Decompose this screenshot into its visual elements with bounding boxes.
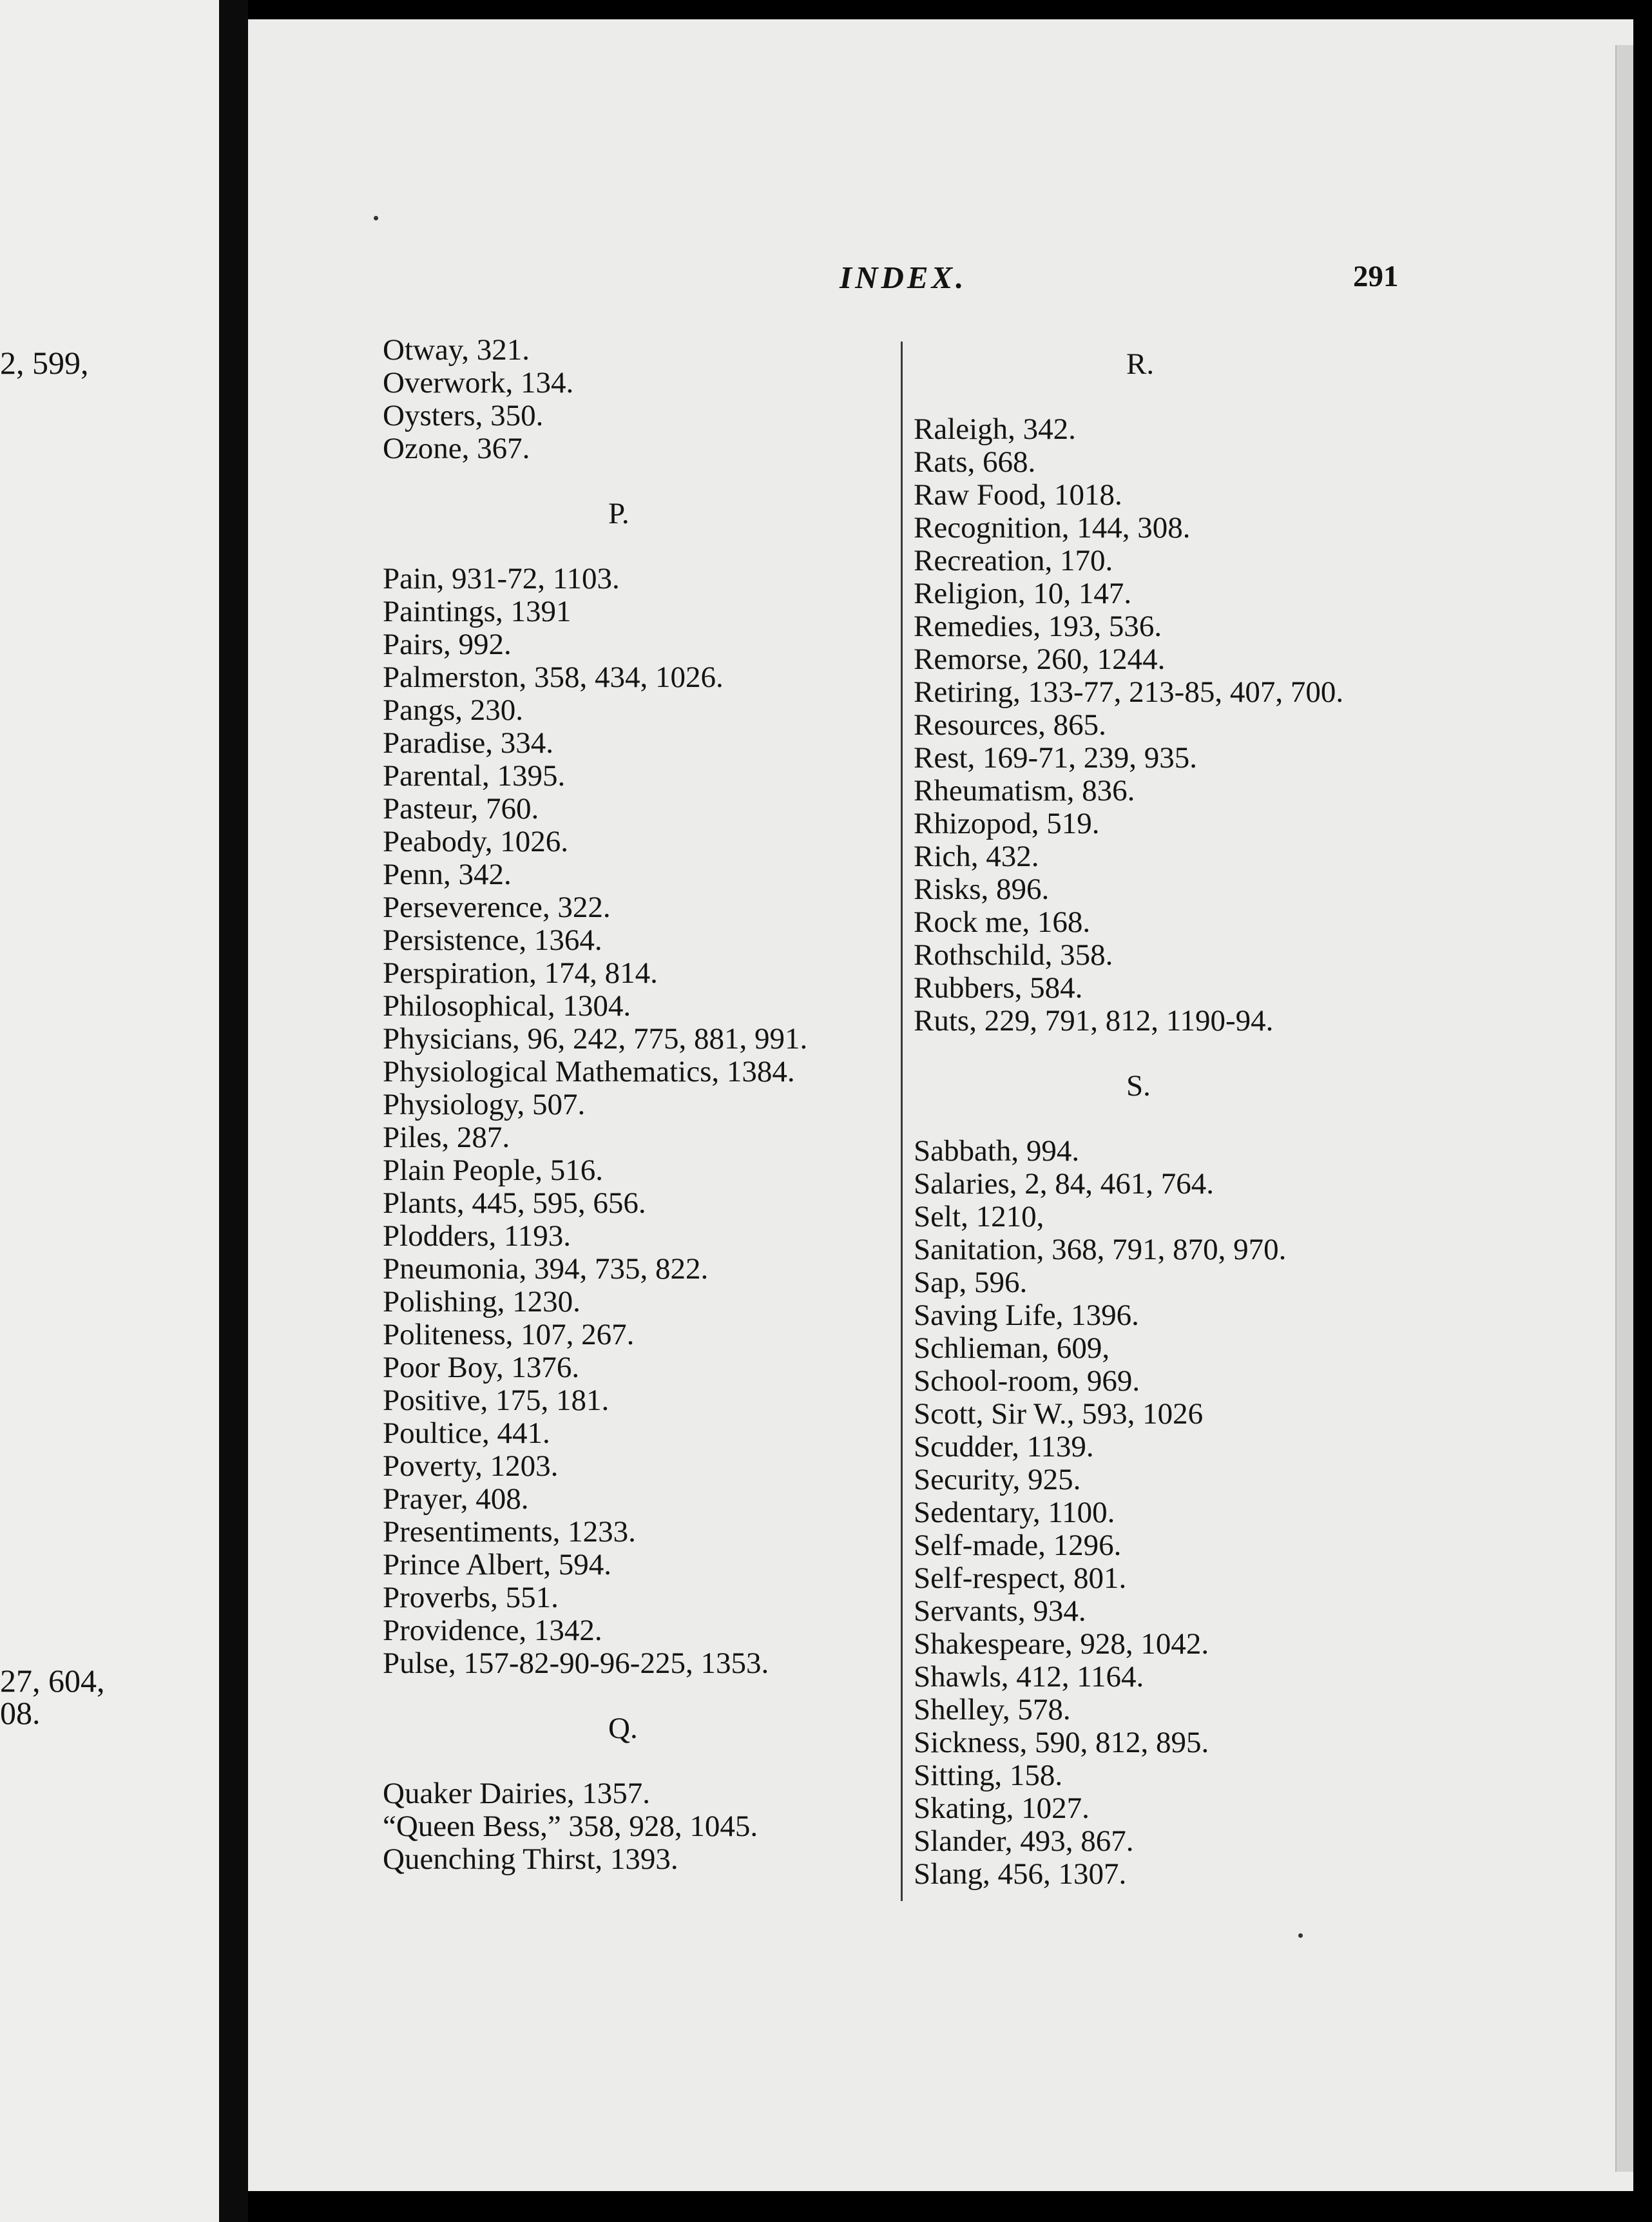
index-entry: Plain People, 516. xyxy=(383,1154,604,1187)
index-entry: Self-made, 1296. xyxy=(914,1529,1122,1562)
index-entry: Rats, 668. xyxy=(914,445,1036,479)
index-entry: Raleigh, 342. xyxy=(914,412,1076,446)
index-entry: Sanitation, 368, 791, 870, 970. xyxy=(914,1233,1287,1266)
index-entry: Salaries, 2, 84, 461, 764. xyxy=(914,1167,1215,1201)
index-entry: Piles, 287. xyxy=(383,1121,510,1154)
index-entry: Pangs, 230. xyxy=(383,693,524,727)
index-entry: Rheumatism, 836. xyxy=(914,774,1135,807)
index-entry: Recreation, 170. xyxy=(914,544,1113,577)
index-column-left xyxy=(383,334,885,1876)
index-entry: Quenching Thirst, 1393. xyxy=(383,1842,678,1876)
previous-page xyxy=(0,0,219,2222)
index-entry: Remedies, 193, 536. xyxy=(914,610,1162,643)
index-entry: School-room, 969. xyxy=(914,1364,1140,1398)
index-entry: Schlieman, 609, xyxy=(914,1331,1110,1365)
index-entry: Servants, 934. xyxy=(914,1594,1086,1628)
page-edge xyxy=(1615,45,1633,2172)
index-entry: Physicians, 96, 242, 775, 881, 991. xyxy=(383,1022,808,1056)
index-entry: Pulse, 157-82-90-96-225, 1353. xyxy=(383,1647,769,1680)
index-entry: Selt, 1210, xyxy=(914,1200,1044,1233)
index-entry: Raw Food, 1018. xyxy=(914,478,1122,512)
index-entry: Ruts, 229, 791, 812, 1190-94. xyxy=(914,1004,1274,1038)
index-entry: Risks, 896. xyxy=(914,873,1050,906)
index-entry: Rubbers, 584. xyxy=(914,971,1083,1005)
index-page xyxy=(248,19,1633,2191)
previous-page-fragment: 27, 604, xyxy=(0,1663,105,1699)
index-entry: Providence, 1342. xyxy=(383,1614,602,1647)
index-column-right xyxy=(914,348,1597,1891)
index-entry: Parental, 1395. xyxy=(383,759,566,793)
index-entry: Pain, 931-72, 1103. xyxy=(383,562,620,595)
index-entry: Poverty, 1203. xyxy=(383,1449,559,1483)
index-entry: Poultice, 441. xyxy=(383,1416,550,1450)
index-entry: Plodders, 1193. xyxy=(383,1219,571,1253)
index-entry: Positive, 175, 181. xyxy=(383,1384,610,1417)
index-entry: Slang, 456, 1307. xyxy=(914,1857,1127,1891)
index-entry: Poor Boy, 1376. xyxy=(383,1351,580,1384)
index-entry: Palmerston, 358, 434, 1026. xyxy=(383,661,724,694)
index-entry: Proverbs, 551. xyxy=(383,1581,559,1614)
page-number: 291 xyxy=(1353,260,1399,293)
index-entry: Pairs, 992. xyxy=(383,628,512,661)
index-entry: Plants, 445, 595, 656. xyxy=(383,1186,646,1220)
index-entry: Rothschild, 358. xyxy=(914,938,1113,972)
index-letter-heading: Q. xyxy=(608,1712,638,1745)
index-entry: Religion, 10, 147. xyxy=(914,577,1132,610)
index-entry: Presentiments, 1233. xyxy=(383,1515,636,1549)
index-entry: Rich, 432. xyxy=(914,840,1039,873)
index-entry: Sap, 596. xyxy=(914,1266,1028,1299)
previous-page-fragment: 2, 599, xyxy=(0,345,89,381)
index-entry: Rest, 169-71, 239, 935. xyxy=(914,741,1197,775)
index-entry: Rock me, 168. xyxy=(914,905,1091,939)
index-letter-heading: P. xyxy=(608,497,629,530)
index-entry: Slander, 493, 867. xyxy=(914,1824,1134,1858)
index-entry: Pasteur, 760. xyxy=(383,792,539,826)
index-entry: Politeness, 107, 267. xyxy=(383,1318,635,1351)
index-entry: Perseverence, 322. xyxy=(383,891,611,924)
index-entry: Penn, 342. xyxy=(383,858,512,891)
index-entry: Skating, 1027. xyxy=(914,1792,1090,1825)
index-entry: Quaker Dairies, 1357. xyxy=(383,1777,651,1810)
print-speck xyxy=(1298,1933,1303,1938)
index-entry: Polishing, 1230. xyxy=(383,1285,581,1319)
index-entry: Saving Life, 1396. xyxy=(914,1299,1139,1332)
index-entry: Otway, 321. xyxy=(383,333,530,367)
index-entry: Security, 925. xyxy=(914,1463,1081,1496)
index-entry: Sabbath, 994. xyxy=(914,1134,1080,1168)
index-entry: Sickness, 590, 812, 895. xyxy=(914,1726,1209,1759)
index-entry: Pneumonia, 394, 735, 822. xyxy=(383,1252,709,1286)
index-entry: Scudder, 1139. xyxy=(914,1430,1094,1464)
previous-page-fragment: 08. xyxy=(0,1695,41,1731)
index-entry: Scott, Sir W., 593, 1026 xyxy=(914,1397,1204,1431)
print-speck xyxy=(374,216,378,220)
index-entry: Overwork, 134. xyxy=(383,366,574,400)
running-head: INDEX. xyxy=(840,260,967,295)
index-entry: Paintings, 1391 xyxy=(383,595,571,628)
index-entry: Physiological Mathematics, 1384. xyxy=(383,1055,795,1088)
index-entry: Prince Albert, 594. xyxy=(383,1548,612,1581)
index-entry: Physiology, 507. xyxy=(383,1088,586,1121)
index-entry: Ozone, 367. xyxy=(383,432,530,465)
column-divider xyxy=(901,342,903,1901)
index-entry: Oysters, 350. xyxy=(383,399,544,432)
index-letter-heading: S. xyxy=(1126,1069,1151,1103)
index-entry: Remorse, 260, 1244. xyxy=(914,642,1166,676)
index-entry: Shelley, 578. xyxy=(914,1693,1071,1726)
index-entry: Sitting, 158. xyxy=(914,1759,1063,1792)
index-entry: Perspiration, 174, 814. xyxy=(383,956,658,990)
index-entry: Retiring, 133-77, 213-85, 407, 700. xyxy=(914,675,1344,709)
index-entry: Rhizopod, 519. xyxy=(914,807,1100,840)
index-entry: Shawls, 412, 1164. xyxy=(914,1660,1144,1694)
index-entry: Sedentary, 1100. xyxy=(914,1496,1115,1529)
index-entry: Philosophical, 1304. xyxy=(383,989,631,1023)
index-entry: Persistence, 1364. xyxy=(383,923,602,957)
index-entry: Recognition, 144, 308. xyxy=(914,511,1191,545)
index-entry: Shakespeare, 928, 1042. xyxy=(914,1627,1209,1661)
index-entry: Self-respect, 801. xyxy=(914,1561,1127,1595)
index-entry: Peabody, 1026. xyxy=(383,825,569,858)
index-entry: Prayer, 408. xyxy=(383,1482,529,1516)
index-letter-heading: R. xyxy=(1126,347,1155,381)
book-gutter xyxy=(219,0,248,2222)
index-entry: “Queen Bess,” 358, 928, 1045. xyxy=(383,1810,758,1843)
index-entry: Paradise, 334. xyxy=(383,726,553,760)
index-entry: Resources, 865. xyxy=(914,708,1106,742)
